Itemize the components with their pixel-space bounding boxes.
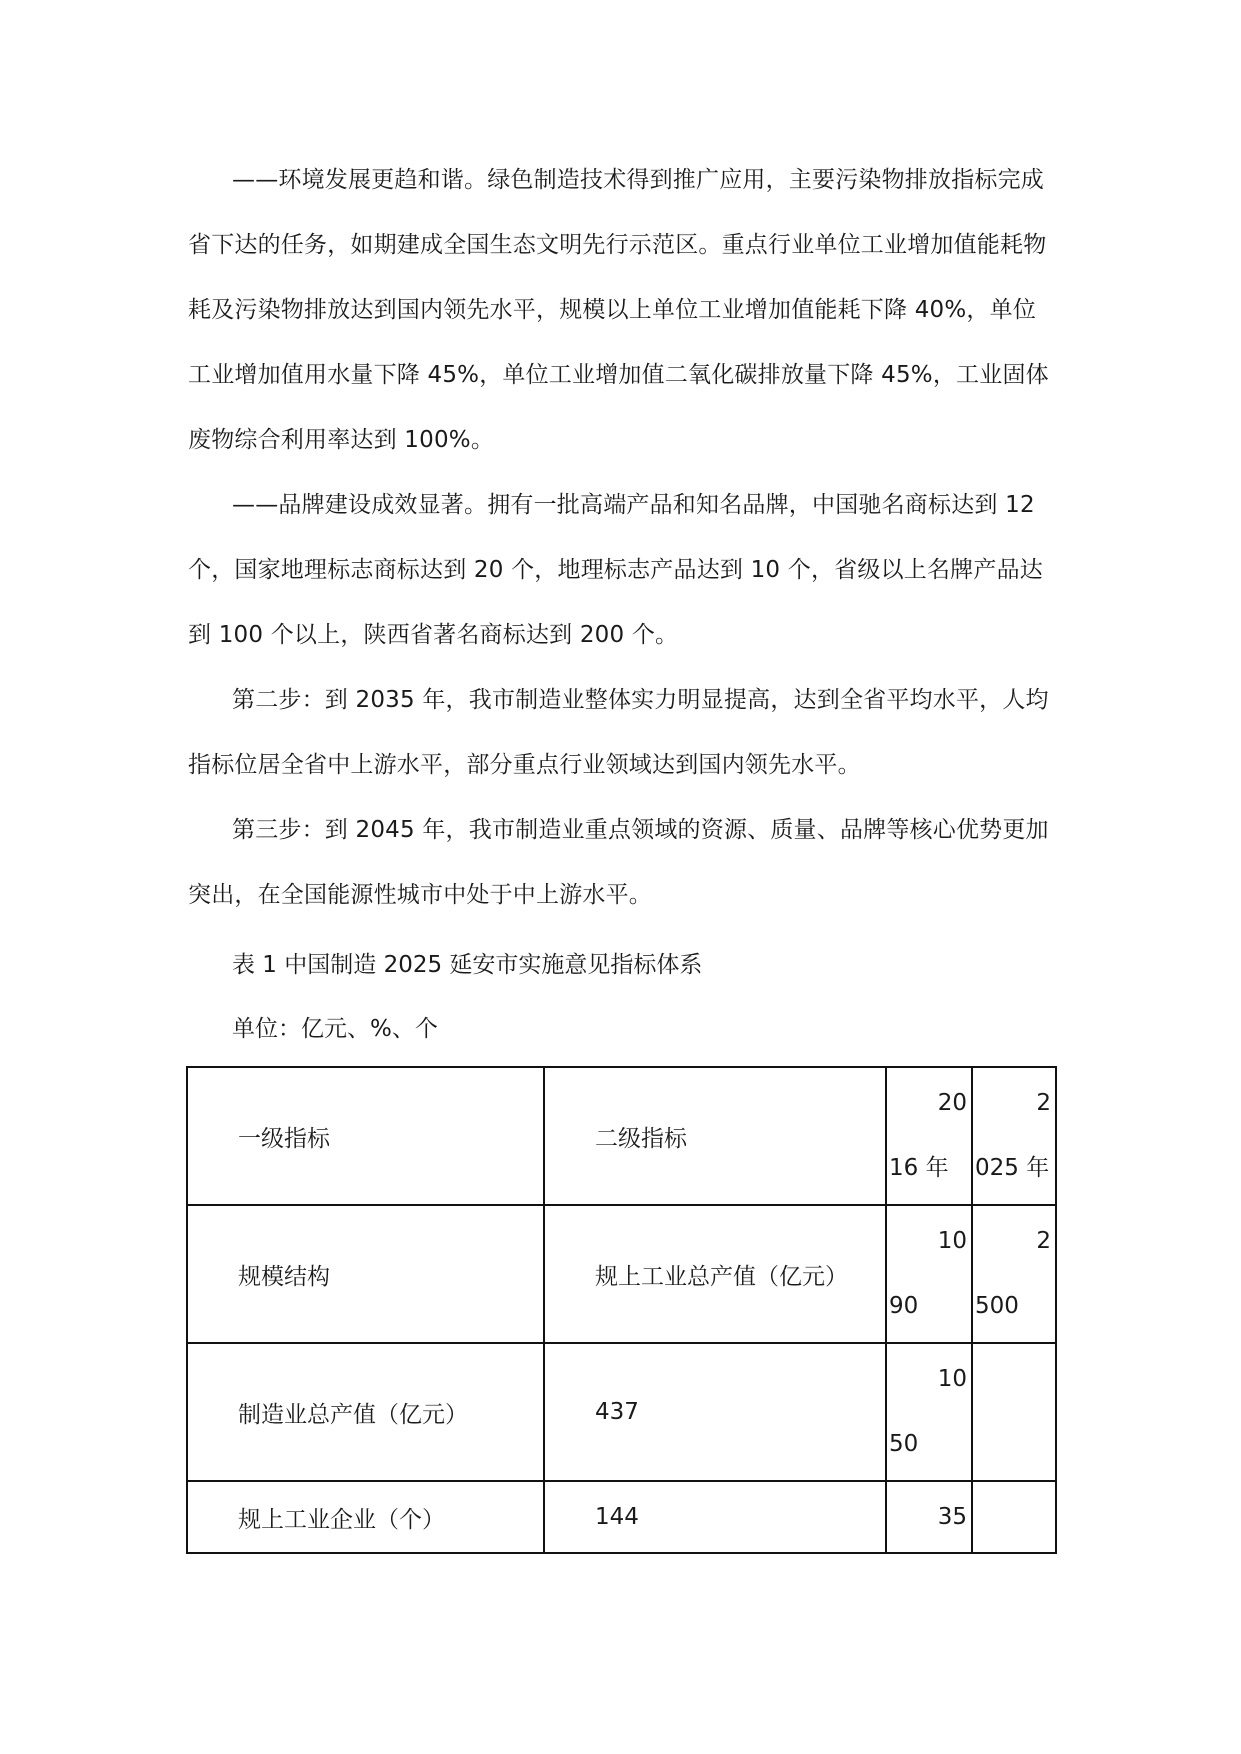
paragraph-step-two: 第二步：到 2035 年，我市制造业整体实力明显提高，达到全省平均水平，人均指标位居全省中上游水平，部分重点行业领域达到国内领先水平。 (188, 687, 1049, 778)
table-caption: 表 1 中国制造 2025 延安市实施意见指标体系 (232, 952, 703, 978)
row1-2016 (886, 1205, 972, 1343)
header-secondary-indicator: 二级指标 (544, 1067, 886, 1205)
row2-2025 (972, 1343, 1056, 1481)
row1-2016-bottom: 90 (889, 1293, 919, 1319)
row3-2016 (886, 1481, 972, 1553)
header-2025-top: 2 (1036, 1090, 1051, 1116)
table-row (187, 1343, 1056, 1481)
paragraph-environment: ——环境发展更趋和谐。绿色制造技术得到推广应用，主要污染物排放指标完成省下达的任务，如期建成全国生态文明先行示范区。重点行业单位工业增加值能耗物耗及污染物排放达到国内领先水平，规模以上单位工业增加值能耗下降 40%，单位工业增加值用水量下降 45%，单位工业增加值二氧化碳排放量下降 45%，工业固体废物综合利用率达到 100%。 (188, 167, 1049, 453)
header-2016-bottom: 16 年 (889, 1155, 949, 1181)
row1-2025-bottom: 500 (975, 1293, 1019, 1319)
header-2025-bottom: 025 年 (975, 1155, 1050, 1181)
row3-2025 (972, 1481, 1056, 1553)
table-row (187, 1205, 1056, 1343)
indicator-table (186, 1066, 1057, 1554)
row2-2016 (886, 1343, 972, 1481)
row2-2016-bottom: 50 (889, 1431, 919, 1457)
row1-secondary: 规上工业总产值（亿元） (544, 1205, 886, 1343)
header-primary-indicator: 一级指标 (187, 1067, 544, 1205)
table-row (187, 1481, 1056, 1553)
row3-2016-value: 35 (937, 1504, 967, 1530)
row2-primary: 制造业总产值（亿元） (187, 1343, 544, 1481)
row2-secondary: 437 (544, 1343, 886, 1481)
table-header-row (187, 1067, 1056, 1205)
header-2025 (972, 1067, 1056, 1205)
row2-2016-top: 10 (937, 1366, 967, 1392)
row1-primary: 规模结构 (187, 1205, 544, 1343)
header-2016-top: 20 (937, 1090, 967, 1116)
header-2016 (886, 1067, 972, 1205)
row1-2025-top: 2 (1036, 1228, 1051, 1254)
row3-secondary: 144 (544, 1481, 886, 1553)
paragraph-brand: ——品牌建设成效显著。拥有一批高端产品和知名品牌，中国驰名商标达到 12 个，国家地理标志商标达到 20 个，地理标志产品达到 10 个，省级以上名牌产品达到 100 个以上，陕西省著名商标达到 200 个。 (188, 492, 1043, 648)
row1-2016-top: 10 (937, 1228, 967, 1254)
paragraph-step-three: 第三步：到 2045 年，我市制造业重点领域的资源、质量、品牌等核心优势更加突出，在全国能源性城市中处于中上游水平。 (188, 817, 1049, 908)
row1-2025 (972, 1205, 1056, 1343)
unit-line: 单位：亿元、%、个 (232, 1016, 438, 1042)
row3-primary: 规上工业企业（个） (187, 1481, 544, 1553)
